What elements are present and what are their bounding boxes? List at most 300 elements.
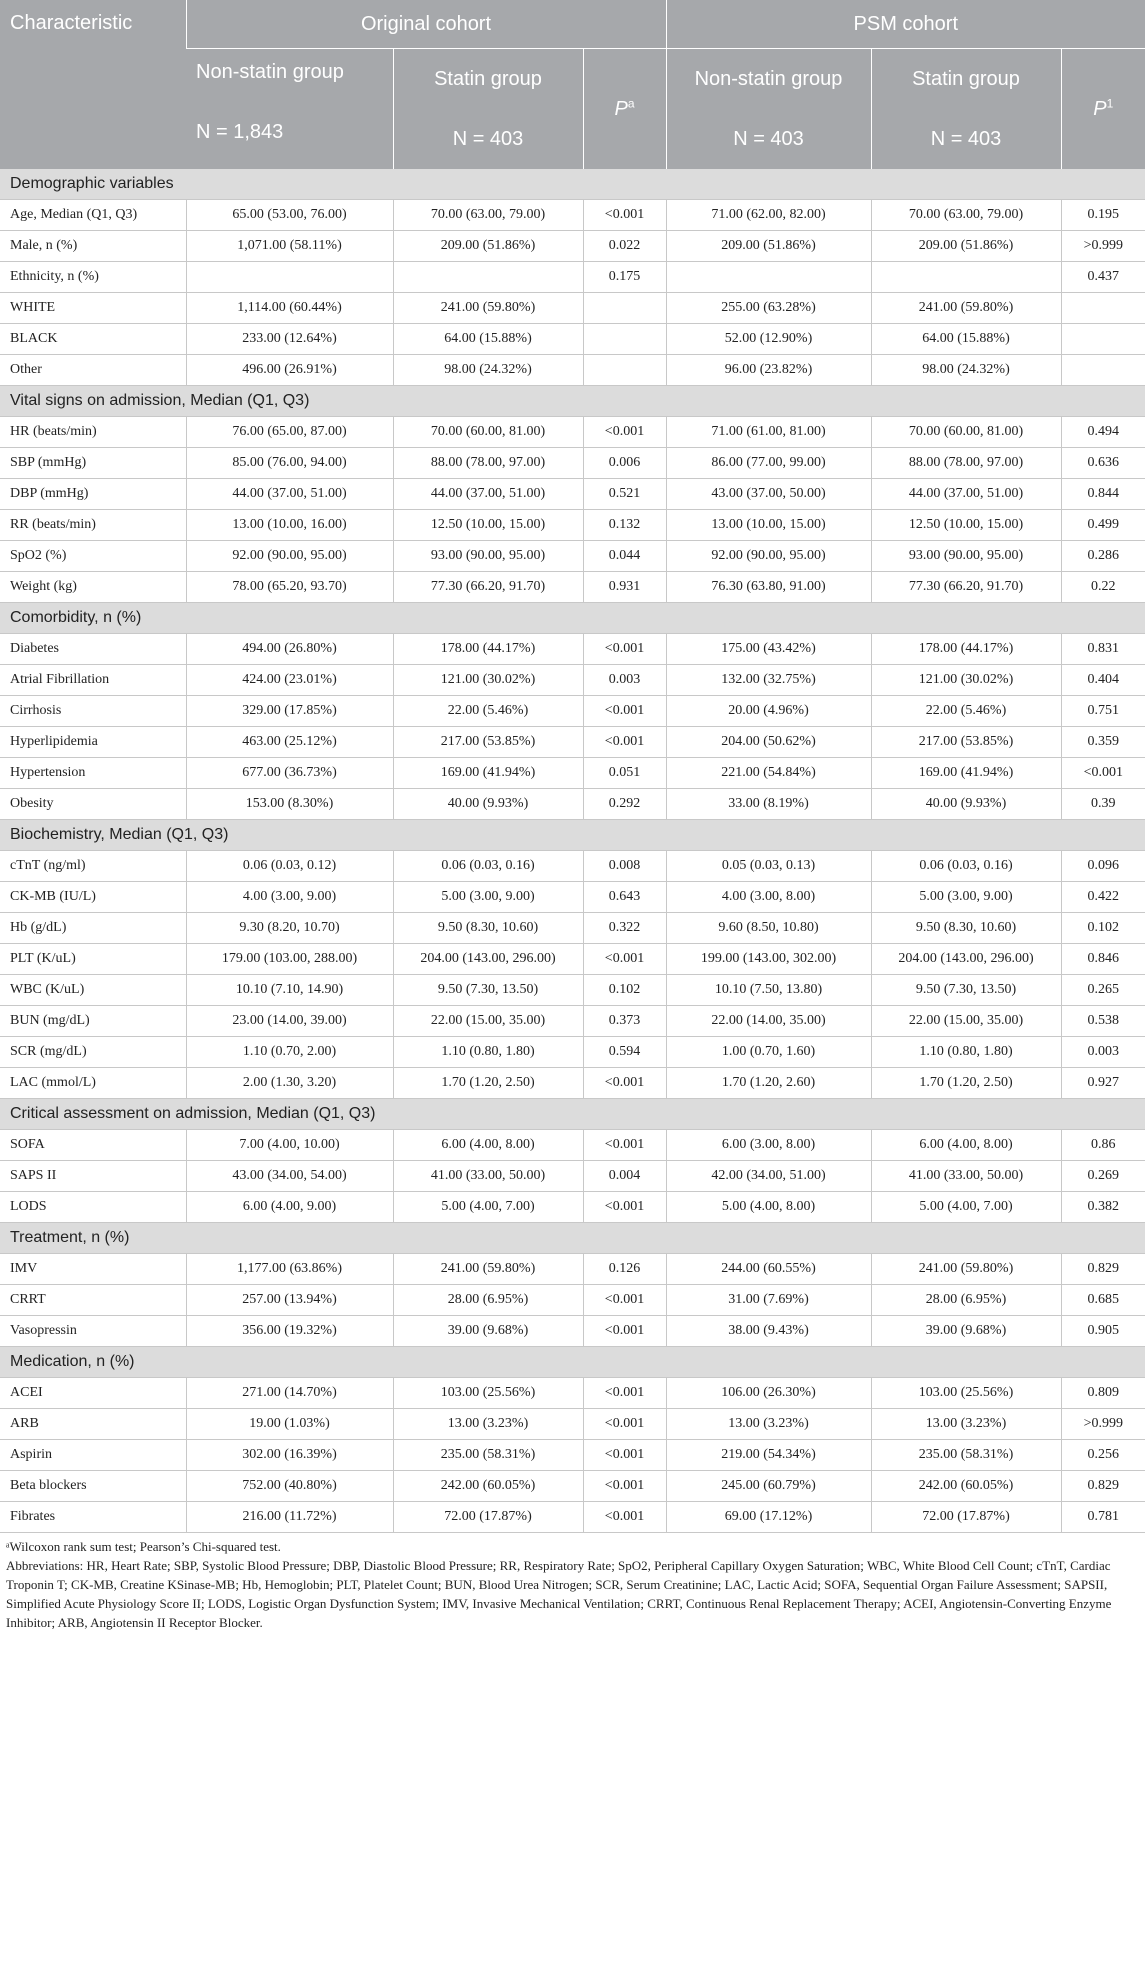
psm-p-value: 0.499 <box>1061 510 1145 541</box>
orig-nonstatin-value: 329.00 (17.85%) <box>186 696 393 727</box>
psm-statin-value: 22.00 (15.00, 35.00) <box>871 1006 1061 1037</box>
orig-p-value: <0.001 <box>583 1130 666 1161</box>
orig-nonstatin-value <box>186 262 393 293</box>
row-label: ACEI <box>0 1378 186 1409</box>
orig-statin-value: 98.00 (24.32%) <box>393 355 583 386</box>
table-row <box>0 1161 1145 1192</box>
orig-p-value: <0.001 <box>583 727 666 758</box>
psm-p-value: 0.003 <box>1061 1037 1145 1068</box>
table-row <box>0 572 1145 603</box>
psm-p-value: 0.39 <box>1061 789 1145 820</box>
header-n-psm-statin: N = 403 <box>871 109 1061 169</box>
table-row <box>0 417 1145 448</box>
orig-statin-value: 12.50 (10.00, 15.00) <box>393 510 583 541</box>
orig-statin-value: 72.00 (17.87%) <box>393 1502 583 1533</box>
psm-nonstatin-value: 13.00 (3.23%) <box>666 1409 871 1440</box>
psm-nonstatin-value: 22.00 (14.00, 35.00) <box>666 1006 871 1037</box>
row-label: SpO2 (%) <box>0 541 186 572</box>
psm-statin-value: 169.00 (41.94%) <box>871 758 1061 789</box>
psm-statin-value: 9.50 (8.30, 10.60) <box>871 913 1061 944</box>
row-label: Fibrates <box>0 1502 186 1533</box>
psm-nonstatin-value: 96.00 (23.82%) <box>666 355 871 386</box>
orig-p-value: 0.022 <box>583 231 666 262</box>
orig-p-value: 0.931 <box>583 572 666 603</box>
psm-p-value: 0.265 <box>1061 975 1145 1006</box>
orig-p-value: <0.001 <box>583 696 666 727</box>
psm-statin-value: 93.00 (90.00, 95.00) <box>871 541 1061 572</box>
psm-nonstatin-value: 9.60 (8.50, 10.80) <box>666 913 871 944</box>
orig-nonstatin-value: 78.00 (65.20, 93.70) <box>186 572 393 603</box>
psm-p-value: 0.437 <box>1061 262 1145 293</box>
orig-nonstatin-value: 1,177.00 (63.86%) <box>186 1254 393 1285</box>
orig-nonstatin-value: 233.00 (12.64%) <box>186 324 393 355</box>
row-label: SCR (mg/dL) <box>0 1037 186 1068</box>
row-label: SBP (mmHg) <box>0 448 186 479</box>
table-row <box>0 1254 1145 1285</box>
orig-p-value: <0.001 <box>583 1068 666 1099</box>
psm-p-value: 0.844 <box>1061 479 1145 510</box>
orig-nonstatin-value: 153.00 (8.30%) <box>186 789 393 820</box>
orig-statin-value: 1.10 (0.80, 1.80) <box>393 1037 583 1068</box>
orig-statin-value: 169.00 (41.94%) <box>393 758 583 789</box>
section-header-row <box>0 169 1145 200</box>
footnote-abbreviations: Abbreviations: HR, Heart Rate; SBP, Systolic Blood Pressure; DBP, Diastolic Blood Pressure; RR, Respiratory Rate; SpO2, Peripheral Capillary Oxygen Saturation; WBC, White Blood Cell Count; cTnT, Cardiac Troponin T; CK-MB, Creatine KSinase-MB; Hb, Hemoglobin; PLT, Platelet Count; BUN, Blood Urea Nitrogen; SCR, Serum Creatinine; LAC, Lactic Acid; SOFA, Sequential Organ Failure Assessment; SAPSII, Simplified Acute Physiology Score II; LODS, Logistic Organ Dysfunction System; IMV, Invasive Mechanical Ventilation; CRRT, Continuous Renal Replacement Therapy; ACEI, Angiotensin-Converting Enzyme Inhibitor; ARB, Angiotensin II Receptor Blocker. <box>6 1558 1112 1630</box>
row-label: DBP (mmHg) <box>0 479 186 510</box>
row-label: Other <box>0 355 186 386</box>
section-title: Medication, n (%) <box>0 1347 1145 1378</box>
orig-nonstatin-value: 85.00 (76.00, 94.00) <box>186 448 393 479</box>
orig-statin-value: 40.00 (9.93%) <box>393 789 583 820</box>
table-row <box>0 696 1145 727</box>
section-header-row <box>0 603 1145 634</box>
psm-statin-value: 70.00 (60.00, 81.00) <box>871 417 1061 448</box>
psm-statin-value: 241.00 (59.80%) <box>871 293 1061 324</box>
row-label: WBC (K/uL) <box>0 975 186 1006</box>
table-row <box>0 293 1145 324</box>
psm-p-value <box>1061 293 1145 324</box>
table-row <box>0 851 1145 882</box>
orig-p-value: 0.292 <box>583 789 666 820</box>
psm-statin-value: 9.50 (7.30, 13.50) <box>871 975 1061 1006</box>
psm-p-value: 0.781 <box>1061 1502 1145 1533</box>
psm-nonstatin-value: 69.00 (17.12%) <box>666 1502 871 1533</box>
psm-nonstatin-value: 219.00 (54.34%) <box>666 1440 871 1471</box>
section-header-row <box>0 1099 1145 1130</box>
orig-statin-value: 93.00 (90.00, 95.00) <box>393 541 583 572</box>
orig-nonstatin-value: 0.06 (0.03, 0.12) <box>186 851 393 882</box>
table-header <box>0 0 1145 169</box>
row-label: LAC (mmol/L) <box>0 1068 186 1099</box>
psm-p-value: 0.829 <box>1061 1254 1145 1285</box>
orig-nonstatin-value: 43.00 (34.00, 54.00) <box>186 1161 393 1192</box>
psm-statin-value: 70.00 (63.00, 79.00) <box>871 200 1061 231</box>
psm-p-value: 0.422 <box>1061 882 1145 913</box>
section-header-row <box>0 1223 1145 1254</box>
row-label: Diabetes <box>0 634 186 665</box>
header-n-orig-nonstatin: N = 1,843 <box>186 109 393 169</box>
orig-nonstatin-value: 7.00 (4.00, 10.00) <box>186 1130 393 1161</box>
table-row <box>0 1409 1145 1440</box>
row-label: IMV <box>0 1254 186 1285</box>
psm-nonstatin-value: 1.00 (0.70, 1.60) <box>666 1037 871 1068</box>
orig-p-value: <0.001 <box>583 1440 666 1471</box>
orig-p-value: <0.001 <box>583 200 666 231</box>
psm-statin-value: 6.00 (4.00, 8.00) <box>871 1130 1061 1161</box>
row-label: Hyperlipidemia <box>0 727 186 758</box>
orig-statin-value: 121.00 (30.02%) <box>393 665 583 696</box>
orig-nonstatin-value: 9.30 (8.20, 10.70) <box>186 913 393 944</box>
orig-statin-value: 70.00 (63.00, 79.00) <box>393 200 583 231</box>
orig-nonstatin-value: 76.00 (65.00, 87.00) <box>186 417 393 448</box>
orig-nonstatin-value: 424.00 (23.01%) <box>186 665 393 696</box>
psm-nonstatin-value: 86.00 (77.00, 99.00) <box>666 448 871 479</box>
psm-p-value: 0.809 <box>1061 1378 1145 1409</box>
psm-statin-value: 5.00 (3.00, 9.00) <box>871 882 1061 913</box>
orig-statin-value: 9.50 (7.30, 13.50) <box>393 975 583 1006</box>
orig-p-value: 0.373 <box>583 1006 666 1037</box>
section-title: Biochemistry, Median (Q1, Q3) <box>0 820 1145 851</box>
psm-nonstatin-value: 31.00 (7.69%) <box>666 1285 871 1316</box>
psm-p-value: 0.905 <box>1061 1316 1145 1347</box>
table-body <box>0 169 1145 1533</box>
table-row <box>0 1285 1145 1316</box>
section-header-row <box>0 820 1145 851</box>
orig-statin-value: 13.00 (3.23%) <box>393 1409 583 1440</box>
psm-p-value: 0.195 <box>1061 200 1145 231</box>
orig-p-value: <0.001 <box>583 1285 666 1316</box>
orig-nonstatin-value: 257.00 (13.94%) <box>186 1285 393 1316</box>
row-label: Male, n (%) <box>0 231 186 262</box>
orig-statin-value: 6.00 (4.00, 8.00) <box>393 1130 583 1161</box>
orig-nonstatin-value: 271.00 (14.70%) <box>186 1378 393 1409</box>
psm-p-value <box>1061 355 1145 386</box>
orig-nonstatin-value: 13.00 (10.00, 16.00) <box>186 510 393 541</box>
header-psm-p-letter: P <box>1093 97 1107 120</box>
psm-statin-value: 1.10 (0.80, 1.80) <box>871 1037 1061 1068</box>
orig-statin-value: 41.00 (33.00, 50.00) <box>393 1161 583 1192</box>
table-row <box>0 510 1145 541</box>
psm-p-value: 0.538 <box>1061 1006 1145 1037</box>
row-label: RR (beats/min) <box>0 510 186 541</box>
orig-statin-value: 88.00 (78.00, 97.00) <box>393 448 583 479</box>
table-row <box>0 758 1145 789</box>
table-row <box>0 1192 1145 1223</box>
psm-p-value: 0.286 <box>1061 541 1145 572</box>
table-row <box>0 1471 1145 1502</box>
orig-p-value: 0.175 <box>583 262 666 293</box>
orig-p-value: <0.001 <box>583 944 666 975</box>
psm-nonstatin-value: 204.00 (50.62%) <box>666 727 871 758</box>
row-label: CK-MB (IU/L) <box>0 882 186 913</box>
header-characteristic: Characteristic <box>0 0 186 169</box>
table-row <box>0 634 1145 665</box>
psm-p-value: 0.685 <box>1061 1285 1145 1316</box>
row-label: Cirrhosis <box>0 696 186 727</box>
psm-nonstatin-value: 175.00 (43.42%) <box>666 634 871 665</box>
psm-nonstatin-value: 245.00 (60.79%) <box>666 1471 871 1502</box>
header-psm-statin: Statin group <box>871 49 1061 110</box>
row-label: PLT (K/uL) <box>0 944 186 975</box>
orig-nonstatin-value: 216.00 (11.72%) <box>186 1502 393 1533</box>
psm-statin-value <box>871 262 1061 293</box>
orig-p-value <box>583 355 666 386</box>
section-title: Demographic variables <box>0 169 1145 200</box>
orig-nonstatin-value: 677.00 (36.73%) <box>186 758 393 789</box>
orig-nonstatin-value: 23.00 (14.00, 39.00) <box>186 1006 393 1037</box>
psm-nonstatin-value: 13.00 (10.00, 15.00) <box>666 510 871 541</box>
table-row <box>0 665 1145 696</box>
psm-nonstatin-value: 92.00 (90.00, 95.00) <box>666 541 871 572</box>
psm-nonstatin-value: 244.00 (60.55%) <box>666 1254 871 1285</box>
psm-nonstatin-value: 209.00 (51.86%) <box>666 231 871 262</box>
row-label: cTnT (ng/ml) <box>0 851 186 882</box>
psm-nonstatin-value: 4.00 (3.00, 8.00) <box>666 882 871 913</box>
psm-nonstatin-value: 255.00 (63.28%) <box>666 293 871 324</box>
row-label: BLACK <box>0 324 186 355</box>
psm-nonstatin-value: 5.00 (4.00, 8.00) <box>666 1192 871 1223</box>
header-orig-statin: Statin group <box>393 49 583 110</box>
table-row <box>0 1130 1145 1161</box>
orig-nonstatin-value: 496.00 (26.91%) <box>186 355 393 386</box>
psm-nonstatin-value: 38.00 (9.43%) <box>666 1316 871 1347</box>
table-row <box>0 1006 1145 1037</box>
section-title: Comorbidity, n (%) <box>0 603 1145 634</box>
section-header-row <box>0 1347 1145 1378</box>
psm-statin-value: 12.50 (10.00, 15.00) <box>871 510 1061 541</box>
row-label: WHITE <box>0 293 186 324</box>
psm-statin-value: 72.00 (17.87%) <box>871 1502 1061 1533</box>
orig-nonstatin-value: 2.00 (1.30, 3.20) <box>186 1068 393 1099</box>
table-row <box>0 975 1145 1006</box>
table-footnotes <box>0 1533 1145 1632</box>
table-row <box>0 1316 1145 1347</box>
psm-p-value: 0.102 <box>1061 913 1145 944</box>
row-label: Vasopressin <box>0 1316 186 1347</box>
orig-statin-value: 5.00 (3.00, 9.00) <box>393 882 583 913</box>
orig-nonstatin-value: 356.00 (19.32%) <box>186 1316 393 1347</box>
header-orig-p-sup: a <box>627 95 635 110</box>
psm-statin-value: 41.00 (33.00, 50.00) <box>871 1161 1061 1192</box>
psm-p-value: 0.636 <box>1061 448 1145 479</box>
header-n-psm-nonstatin: N = 403 <box>666 109 871 169</box>
orig-p-value: 0.008 <box>583 851 666 882</box>
header-orig-p-letter: P <box>614 97 628 120</box>
psm-nonstatin-value: 10.10 (7.50, 13.80) <box>666 975 871 1006</box>
orig-p-value <box>583 293 666 324</box>
orig-statin-value: 241.00 (59.80%) <box>393 1254 583 1285</box>
orig-statin-value: 204.00 (143.00, 296.00) <box>393 944 583 975</box>
psm-p-value: 0.831 <box>1061 634 1145 665</box>
orig-p-value: 0.006 <box>583 448 666 479</box>
table-row <box>0 1037 1145 1068</box>
table-row <box>0 448 1145 479</box>
psm-nonstatin-value: 132.00 (32.75%) <box>666 665 871 696</box>
psm-p-value: 0.256 <box>1061 1440 1145 1471</box>
table-row <box>0 1502 1145 1533</box>
orig-nonstatin-value: 10.10 (7.10, 14.90) <box>186 975 393 1006</box>
psm-statin-value: 13.00 (3.23%) <box>871 1409 1061 1440</box>
psm-p-value: 0.927 <box>1061 1068 1145 1099</box>
orig-statin-value: 178.00 (44.17%) <box>393 634 583 665</box>
row-label: Aspirin <box>0 1440 186 1471</box>
psm-statin-value: 209.00 (51.86%) <box>871 231 1061 262</box>
row-label: CRRT <box>0 1285 186 1316</box>
orig-nonstatin-value: 44.00 (37.00, 51.00) <box>186 479 393 510</box>
orig-p-value: <0.001 <box>583 1316 666 1347</box>
orig-p-value: <0.001 <box>583 634 666 665</box>
orig-nonstatin-value: 1,114.00 (60.44%) <box>186 293 393 324</box>
orig-nonstatin-value: 19.00 (1.03%) <box>186 1409 393 1440</box>
orig-statin-value: 22.00 (15.00, 35.00) <box>393 1006 583 1037</box>
row-label: Age, Median (Q1, Q3) <box>0 200 186 231</box>
orig-p-value: <0.001 <box>583 417 666 448</box>
orig-p-value <box>583 324 666 355</box>
header-psm-p-sup: 1 <box>1106 95 1114 110</box>
row-label: Ethnicity, n (%) <box>0 262 186 293</box>
orig-statin-value: 44.00 (37.00, 51.00) <box>393 479 583 510</box>
table-row <box>0 231 1145 262</box>
section-title: Critical assessment on admission, Median (Q1, Q3) <box>0 1099 1145 1130</box>
psm-nonstatin-value: 221.00 (54.84%) <box>666 758 871 789</box>
psm-statin-value: 235.00 (58.31%) <box>871 1440 1061 1471</box>
orig-p-value: <0.001 <box>583 1409 666 1440</box>
orig-p-value: 0.004 <box>583 1161 666 1192</box>
psm-p-value: 0.494 <box>1061 417 1145 448</box>
psm-statin-value: 178.00 (44.17%) <box>871 634 1061 665</box>
header-original-cohort: Original cohort <box>186 0 666 49</box>
orig-statin-value: 70.00 (60.00, 81.00) <box>393 417 583 448</box>
row-label: Hypertension <box>0 758 186 789</box>
orig-statin-value: 242.00 (60.05%) <box>393 1471 583 1502</box>
orig-p-value: 0.322 <box>583 913 666 944</box>
orig-statin-value: 235.00 (58.31%) <box>393 1440 583 1471</box>
psm-statin-value: 241.00 (59.80%) <box>871 1254 1061 1285</box>
orig-nonstatin-value: 302.00 (16.39%) <box>186 1440 393 1471</box>
psm-nonstatin-value: 52.00 (12.90%) <box>666 324 871 355</box>
orig-p-value: 0.643 <box>583 882 666 913</box>
row-label: Weight (kg) <box>0 572 186 603</box>
table-row <box>0 789 1145 820</box>
table-row <box>0 913 1145 944</box>
orig-p-value: <0.001 <box>583 1471 666 1502</box>
orig-nonstatin-value: 4.00 (3.00, 9.00) <box>186 882 393 913</box>
section-title: Vital signs on admission, Median (Q1, Q3) <box>0 386 1145 417</box>
table-row <box>0 200 1145 231</box>
psm-p-value: 0.096 <box>1061 851 1145 882</box>
psm-statin-value: 77.30 (66.20, 91.70) <box>871 572 1061 603</box>
header-orig-p <box>583 49 666 170</box>
orig-p-value: <0.001 <box>583 1192 666 1223</box>
psm-p-value: 0.751 <box>1061 696 1145 727</box>
psm-statin-value: 88.00 (78.00, 97.00) <box>871 448 1061 479</box>
psm-statin-value: 40.00 (9.93%) <box>871 789 1061 820</box>
psm-nonstatin-value: 42.00 (34.00, 51.00) <box>666 1161 871 1192</box>
row-label: BUN (mg/dL) <box>0 1006 186 1037</box>
orig-statin-value: 22.00 (5.46%) <box>393 696 583 727</box>
psm-statin-value: 242.00 (60.05%) <box>871 1471 1061 1502</box>
orig-p-value: 0.051 <box>583 758 666 789</box>
orig-p-value: 0.044 <box>583 541 666 572</box>
orig-statin-value: 77.30 (66.20, 91.70) <box>393 572 583 603</box>
orig-nonstatin-value: 494.00 (26.80%) <box>186 634 393 665</box>
row-label: Hb (g/dL) <box>0 913 186 944</box>
orig-statin-value: 1.70 (1.20, 2.50) <box>393 1068 583 1099</box>
orig-nonstatin-value: 1,071.00 (58.11%) <box>186 231 393 262</box>
psm-statin-value: 44.00 (37.00, 51.00) <box>871 479 1061 510</box>
table-row <box>0 1068 1145 1099</box>
orig-p-value: 0.521 <box>583 479 666 510</box>
orig-statin-value: 5.00 (4.00, 7.00) <box>393 1192 583 1223</box>
psm-p-value: 0.86 <box>1061 1130 1145 1161</box>
row-label: LODS <box>0 1192 186 1223</box>
orig-nonstatin-value: 6.00 (4.00, 9.00) <box>186 1192 393 1223</box>
orig-statin-value: 0.06 (0.03, 0.16) <box>393 851 583 882</box>
psm-nonstatin-value: 6.00 (3.00, 8.00) <box>666 1130 871 1161</box>
psm-nonstatin-value: 106.00 (26.30%) <box>666 1378 871 1409</box>
header-psm-cohort: PSM cohort <box>666 0 1145 49</box>
psm-p-value: 0.359 <box>1061 727 1145 758</box>
psm-nonstatin-value: 33.00 (8.19%) <box>666 789 871 820</box>
section-title: Treatment, n (%) <box>0 1223 1145 1254</box>
psm-p-value: 0.382 <box>1061 1192 1145 1223</box>
table-row <box>0 262 1145 293</box>
footnote-tests: ᵃWilcoxon rank sum test; Pearson’s Chi-squared test. <box>6 1539 281 1554</box>
psm-p-value: 0.846 <box>1061 944 1145 975</box>
header-n-orig-statin: N = 403 <box>393 109 583 169</box>
row-label: Beta blockers <box>0 1471 186 1502</box>
orig-nonstatin-value: 1.10 (0.70, 2.00) <box>186 1037 393 1068</box>
orig-statin-value: 39.00 (9.68%) <box>393 1316 583 1347</box>
psm-statin-value: 103.00 (25.56%) <box>871 1378 1061 1409</box>
orig-statin-value: 103.00 (25.56%) <box>393 1378 583 1409</box>
psm-statin-value: 0.06 (0.03, 0.16) <box>871 851 1061 882</box>
orig-statin-value: 217.00 (53.85%) <box>393 727 583 758</box>
psm-p-value <box>1061 324 1145 355</box>
row-label: SOFA <box>0 1130 186 1161</box>
orig-statin-value: 9.50 (8.30, 10.60) <box>393 913 583 944</box>
orig-statin-value <box>393 262 583 293</box>
orig-p-value: 0.003 <box>583 665 666 696</box>
psm-statin-value: 64.00 (15.88%) <box>871 324 1061 355</box>
section-header-row <box>0 386 1145 417</box>
psm-nonstatin-value: 71.00 (62.00, 82.00) <box>666 200 871 231</box>
psm-nonstatin-value: 1.70 (1.20, 2.60) <box>666 1068 871 1099</box>
psm-statin-value: 204.00 (143.00, 296.00) <box>871 944 1061 975</box>
orig-p-value: 0.126 <box>583 1254 666 1285</box>
psm-statin-value: 121.00 (30.02%) <box>871 665 1061 696</box>
psm-nonstatin-value: 76.30 (63.80, 91.00) <box>666 572 871 603</box>
psm-p-value: >0.999 <box>1061 1409 1145 1440</box>
row-label: Atrial Fibrillation <box>0 665 186 696</box>
table-row <box>0 1378 1145 1409</box>
header-orig-nonstatin: Non-statin group <box>186 49 393 110</box>
table-row <box>0 541 1145 572</box>
header-psm-p <box>1061 49 1145 170</box>
orig-p-value: 0.594 <box>583 1037 666 1068</box>
orig-nonstatin-value: 463.00 (25.12%) <box>186 727 393 758</box>
table-row <box>0 355 1145 386</box>
orig-p-value: <0.001 <box>583 1502 666 1533</box>
table-row <box>0 324 1145 355</box>
psm-statin-value: 39.00 (9.68%) <box>871 1316 1061 1347</box>
header-psm-nonstatin: Non-statin group <box>666 49 871 110</box>
psm-nonstatin-value: 199.00 (143.00, 302.00) <box>666 944 871 975</box>
psm-statin-value: 22.00 (5.46%) <box>871 696 1061 727</box>
psm-statin-value: 28.00 (6.95%) <box>871 1285 1061 1316</box>
psm-p-value: 0.829 <box>1061 1471 1145 1502</box>
orig-nonstatin-value: 92.00 (90.00, 95.00) <box>186 541 393 572</box>
table-row <box>0 1440 1145 1471</box>
